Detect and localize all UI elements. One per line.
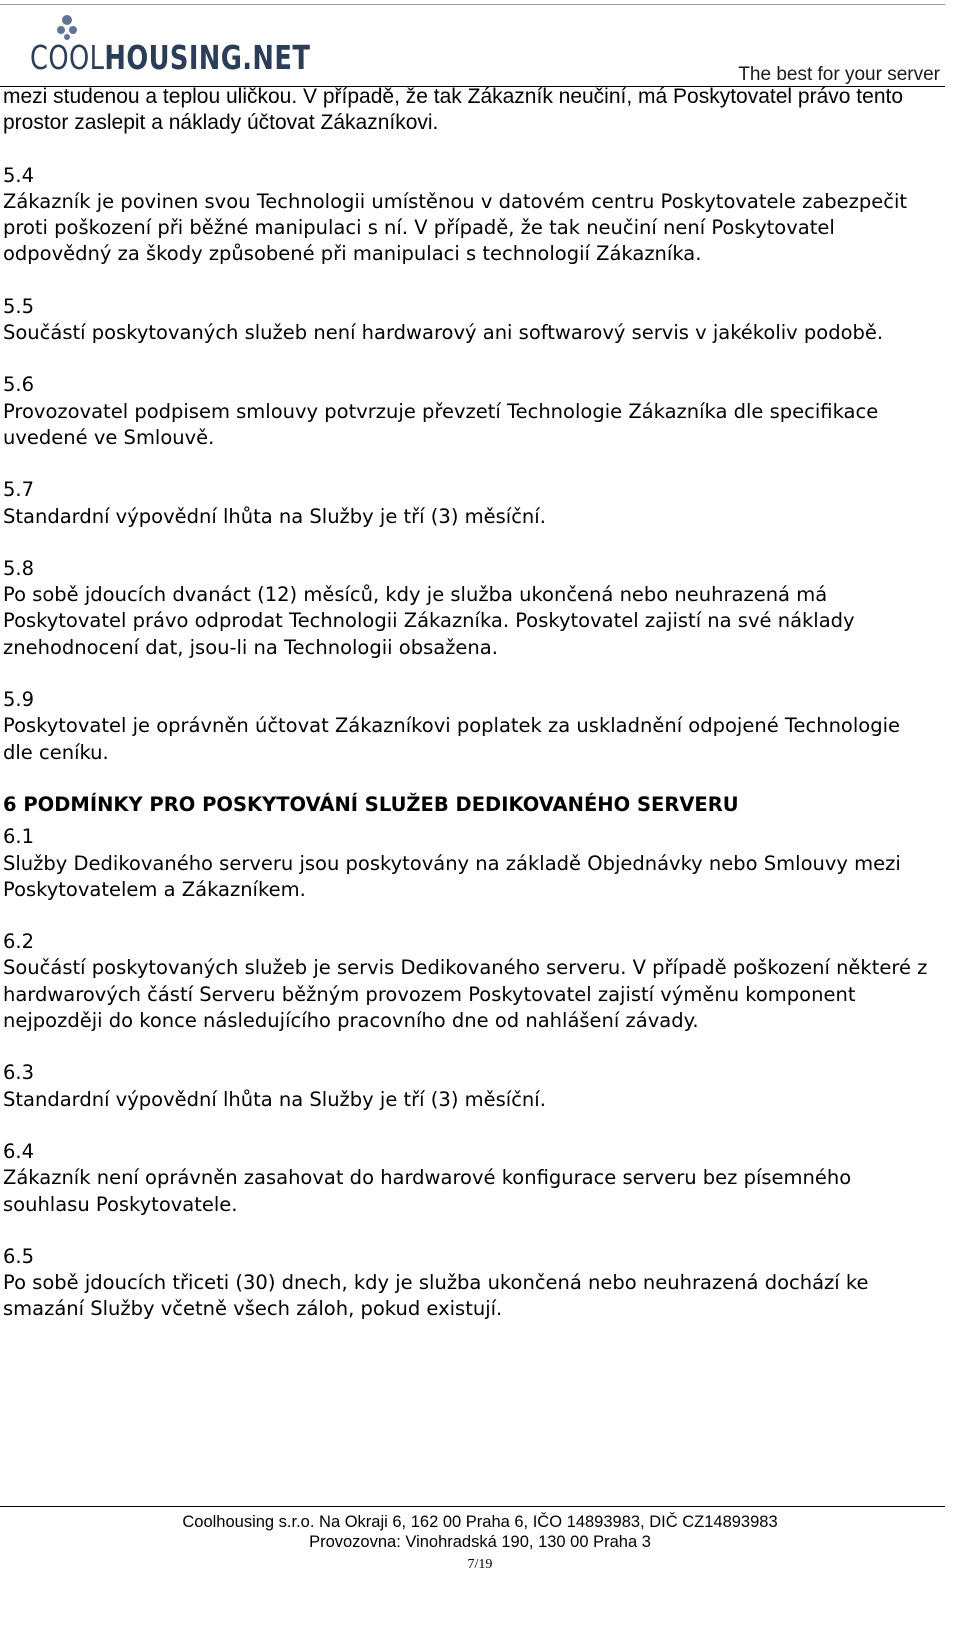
section-text: Standardní výpovědní lhůta na Služby je tří (3) měsíční. <box>3 504 546 528</box>
section-number: 5.5 <box>3 294 35 318</box>
logo-text-cool: COOL <box>30 38 105 77</box>
document-body <box>3 84 933 1323</box>
section-number: 5.8 <box>3 556 35 580</box>
section-text: Provozovatel podpisem smlouvy potvrzuje převzetí Technologie Zákazníka dle specifikace uvedené ve Smlouvě. <box>3 399 879 449</box>
section-6-4 <box>3 1139 933 1218</box>
lead-paragraph: mezi studenou a teplou uličkou. V případě, že tak Zákazník neučiní, má Poskytovatel právo tento prostor zaslepit a náklady účtovat Zákazníkovi. <box>3 85 904 135</box>
logo-text-housing: HOUSING.NET <box>104 38 311 77</box>
section-5-7 <box>3 477 933 530</box>
header-tagline: The best for your server <box>738 64 940 85</box>
header-top-rule <box>0 4 945 5</box>
section-text: Poskytovatel je oprávněn účtovat Zákazníkovi poplatek za uskladnění odpojené Technologie dle ceníku. <box>3 714 900 764</box>
footer-office-line: Provozovna: Vinohradská 190, 130 00 Praha 3 <box>309 1533 651 1551</box>
section-text: Součástí poskytovaných služeb je servis Dedikovaného serveru. V případě poškození některé z hardwarových částí Serveru běžným provozem Poskytovatel zajistí výměnu komponent nejpozději do konce následujícího pracovního dne od nahlášení závady. <box>3 956 928 1033</box>
section-number: 6.1 <box>3 825 35 849</box>
section-5-5 <box>3 294 933 347</box>
footer-rule <box>0 1506 945 1507</box>
section-6-1 <box>3 824 933 903</box>
section-5-8 <box>3 556 933 661</box>
section-text: Služby Dedikovaného serveru jsou poskytovány na základě Objednávky nebo Smlouvy mezi Poskytovatelem a Zákazníkem. <box>3 851 901 901</box>
section-number: 6.3 <box>3 1061 35 1085</box>
section-6-3 <box>3 1060 933 1113</box>
section-text: Součástí poskytovaných služeb není hardwarový ani softwarový servis v jakékoliv podobě. <box>3 321 884 345</box>
section-text: Zákazník je povinen svou Technologii umístěnou v datovém centru Poskytovatele zabezpečit proti poškození při běžné manipulaci s ní. V případě, že tak neučiní není Poskytovatel odpovědný za škody způsobené při manipulaci s technologií Zákazníka. <box>3 189 908 266</box>
page-footer <box>0 1512 960 1575</box>
section-number: 5.4 <box>3 163 35 187</box>
section-number: 6.2 <box>3 930 35 954</box>
section-5-6 <box>3 372 933 451</box>
page-number: 7/19 <box>467 1557 493 1572</box>
footer-company-line: Coolhousing s.r.o. Na Okraji 6, 162 00 Praha 6, IČO 14893983, DIČ CZ14893983 <box>182 1513 778 1531</box>
section-6-5 <box>3 1244 933 1323</box>
section-6-heading: 6 PODMÍNKY PRO POSKYTOVÁNÍ SLUŽEB DEDIKOVANÉHO SERVERU <box>3 792 739 816</box>
section-number: 5.7 <box>3 478 35 502</box>
page-header <box>0 0 960 88</box>
section-text: Standardní výpovědní lhůta na Služby je tří (3) měsíční. <box>3 1087 546 1111</box>
section-6-2 <box>3 929 933 1034</box>
section-5-9 <box>3 687 933 766</box>
section-number: 6.4 <box>3 1139 35 1163</box>
section-number: 5.6 <box>3 373 35 397</box>
section-text: Po sobě jdoucích třiceti (30) dnech, kdy je služba ukončená nebo neuhrazená dochází ke smazání Služby včetně všech záloh, pokud existují. <box>3 1271 869 1321</box>
section-text: Po sobě jdoucích dvanáct (12) měsíců, kdy je služba ukončená nebo neuhrazená má Poskytovatel právo odprodat Technologii Zákazníka. Poskytovatel zajistí na své náklady znehodnocení dat, jsou-li na Technologii obsažena. <box>3 583 855 659</box>
section-number: 5.9 <box>3 688 35 712</box>
section-text: Zákazník není oprávněn zasahovat do hardwarové konfigurace serveru bez písemného souhlasu Poskytovatele. <box>3 1166 852 1216</box>
logo-dots-icon <box>56 14 96 40</box>
section-number: 6.5 <box>3 1244 35 1268</box>
section-5-4 <box>3 163 933 268</box>
logo-wordmark <box>30 38 310 77</box>
coolhousing-logo <box>30 14 311 80</box>
